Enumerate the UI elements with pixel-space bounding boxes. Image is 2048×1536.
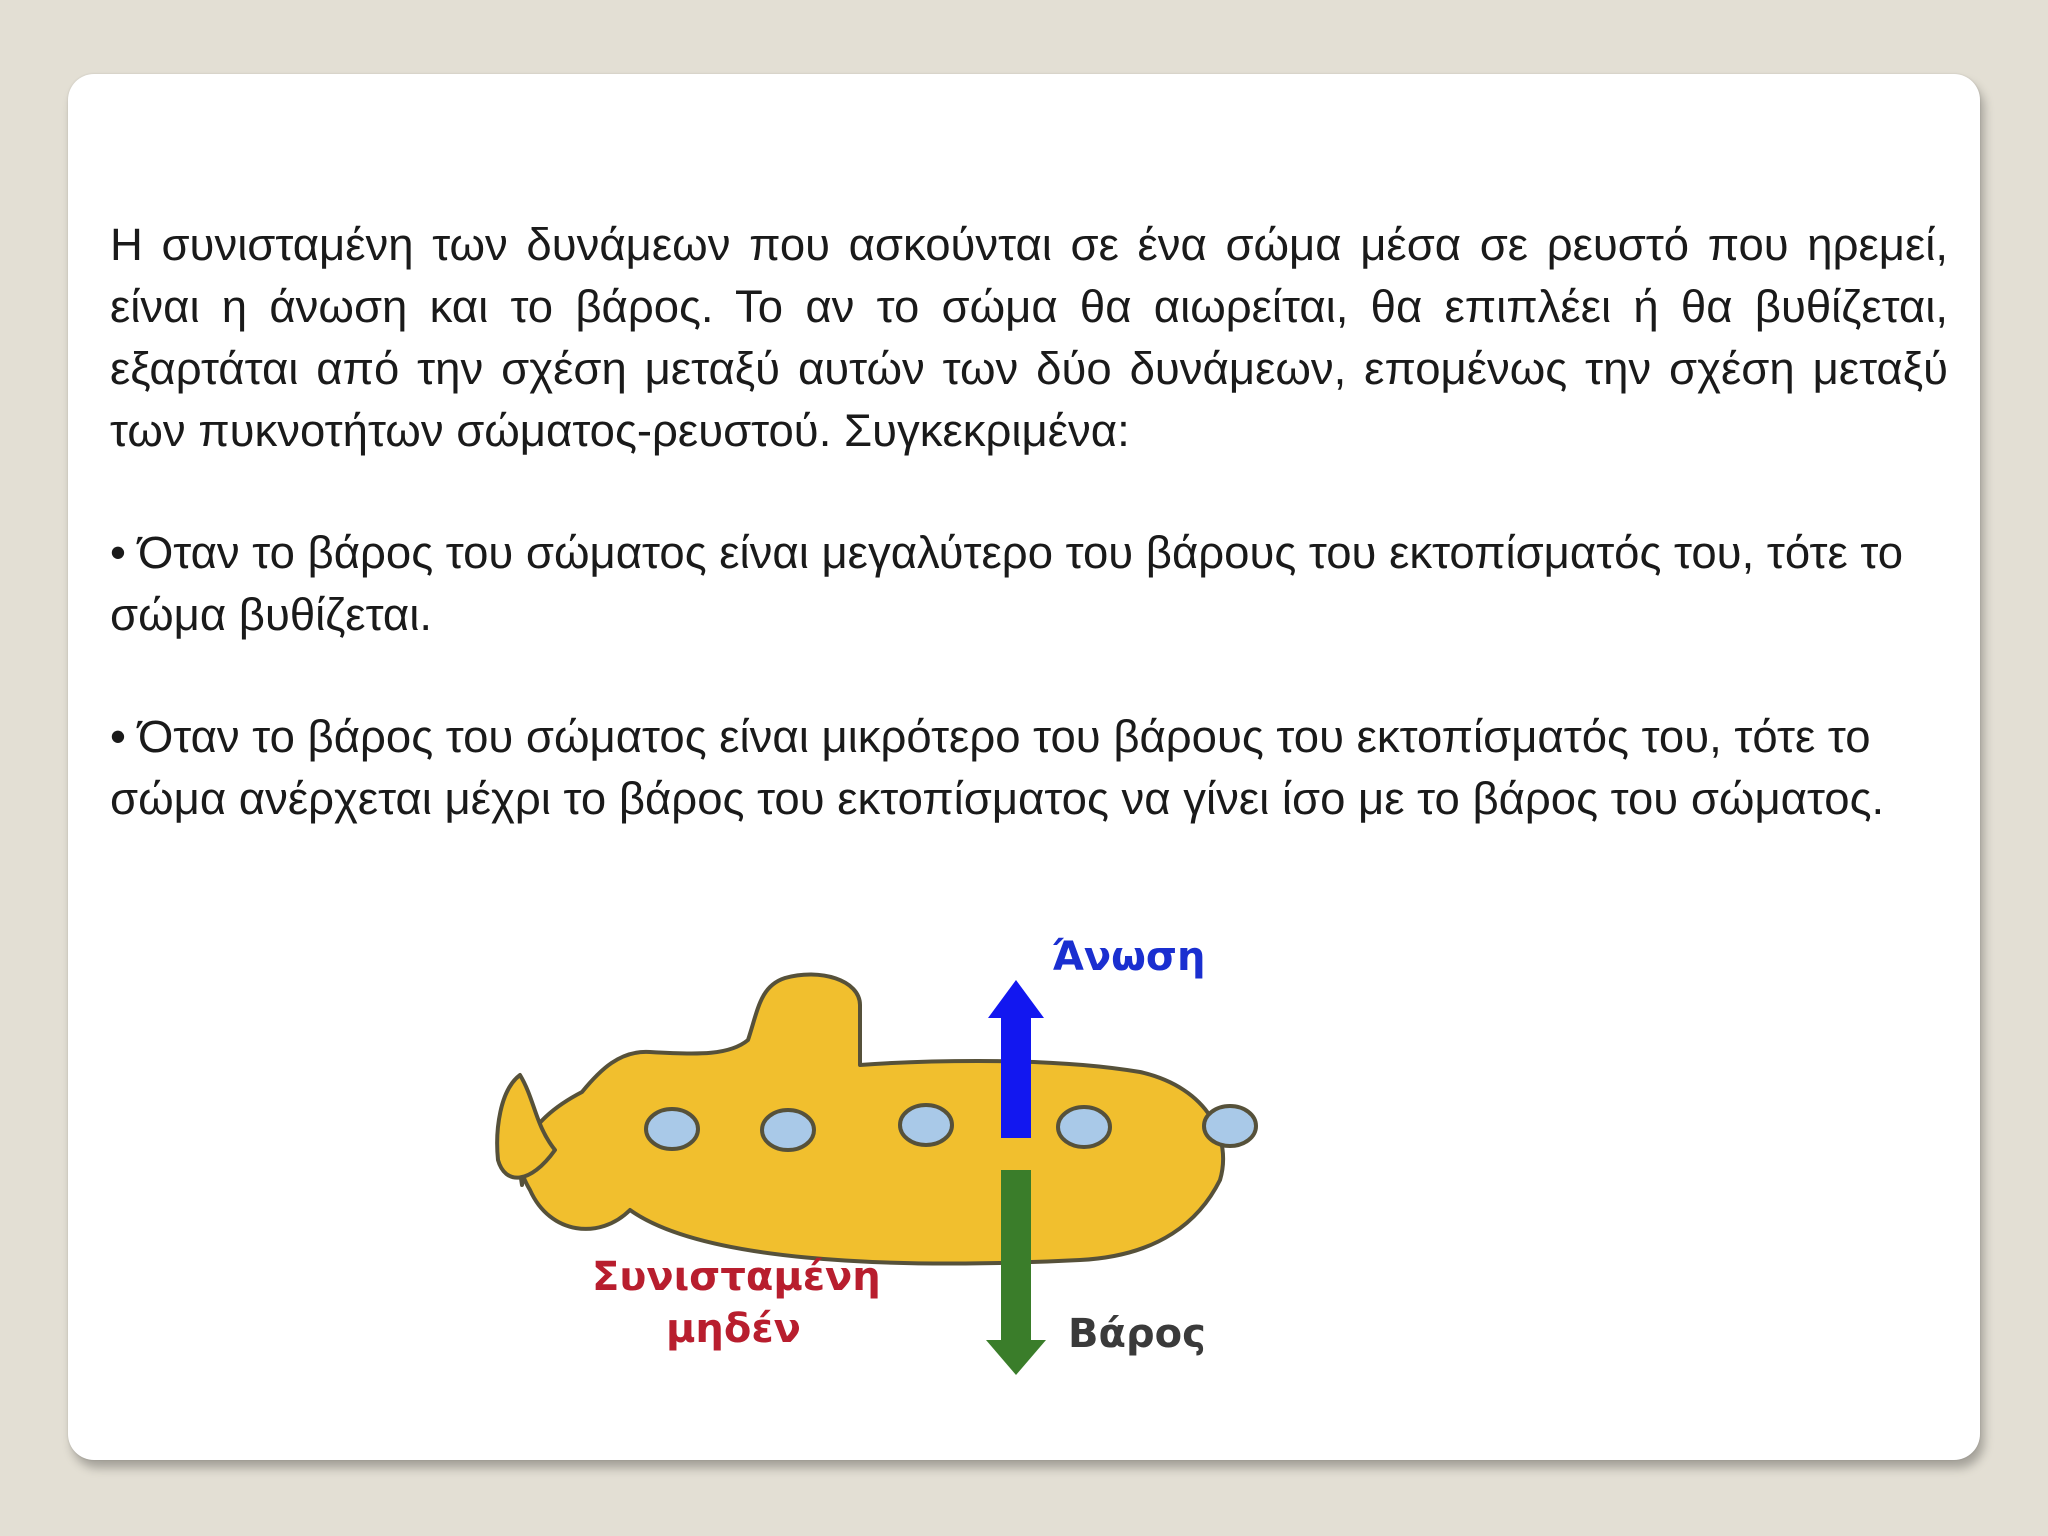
buoyancy-label: Άνωση xyxy=(1052,934,1206,980)
porthole-1 xyxy=(646,1109,698,1149)
bullet-item-sinks xyxy=(110,522,1990,646)
net-force-label-line1: Συνισταμένη xyxy=(592,1254,881,1300)
submarine-diagram xyxy=(440,840,1340,1400)
bullet-dot: • xyxy=(110,527,126,578)
bullet-dot: • xyxy=(110,711,126,762)
porthole-5 xyxy=(1204,1106,1256,1146)
slide-text xyxy=(110,214,1990,890)
porthole-4 xyxy=(1058,1107,1110,1147)
submarine-figure xyxy=(440,840,1340,1400)
bullet-text-sinks: Όταν το βάρος του σώματος είναι μεγαλύτερο του βάρους του εκτοπίσματός του, τότε το σώμα βυθίζεται. xyxy=(110,527,1904,640)
weight-label: Βάρος xyxy=(1068,1311,1206,1357)
net-force-label-line2: μηδέν xyxy=(666,1306,801,1352)
bullet-text-rises: Όταν το βάρος του σώματος είναι μικρότερο του βάρους του εκτοπίσματός του, τότε το σώμα ανέρχεται μέχρι το βάρος του εκτοπίσματος να γίνει ίσο με το βάρος του σώματος. xyxy=(110,711,1885,824)
porthole-3 xyxy=(900,1105,952,1145)
bullet-item-rises xyxy=(110,706,1990,830)
submarine-body xyxy=(520,974,1223,1263)
porthole-2 xyxy=(762,1110,814,1150)
intro-paragraph: Η συνισταμένη των δυνάμεων που ασκούνται σε ένα σώμα μέσα σε ρευστό που ηρεμεί, είναι η άνωση και το βάρος. Το αν το σώμα θα αιωρείται, θα επιπλέει ή θα βυθίζεται, εξαρτάται από την σχέση μεταξύ αυτών των δύο δυνάμεων, επομένως την σχέση μεταξύ των πυκνοτήτων σώματος-ρευστού. Συγκεκριμένα: xyxy=(110,219,1948,456)
